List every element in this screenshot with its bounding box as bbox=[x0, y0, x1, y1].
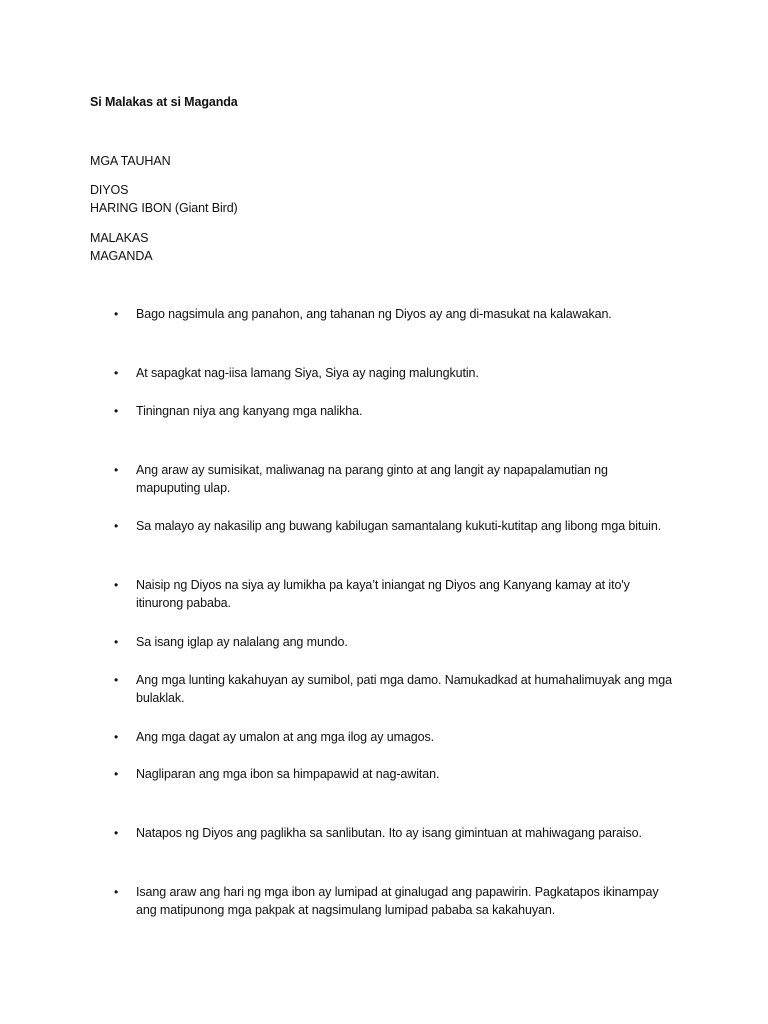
bullet-marker: • bbox=[114, 578, 119, 592]
bullet-marker: • bbox=[114, 673, 119, 687]
bullet-marker: • bbox=[114, 730, 119, 744]
list-item-text: Ang mga dagat ay umalon at ang mga ilog ay umagos. bbox=[136, 730, 434, 744]
list-item-text: Ang araw ay sumisikat, maliwanag na parang ginto at ang langit ay napapalamutian ng mapuputing ulap. bbox=[136, 463, 608, 495]
list-item-text: Sa malayo ay nakasilip ang buwang kabilugan samantalang kukuti-kutitap ang libong mga bituin. bbox=[136, 519, 662, 533]
character-malakas: MALAKAS bbox=[90, 231, 149, 245]
list-item-text: Naisip ng Diyos na siya ay lumikha pa kaya’t iniangat ng Diyos ang Kanyang kamay at ito'y itinurong pababa. bbox=[136, 578, 630, 610]
list-item bbox=[114, 671, 674, 707]
section-heading: MGA TAUHAN bbox=[90, 154, 171, 168]
list-item bbox=[114, 633, 674, 651]
character-diyos: DIYOS bbox=[90, 183, 129, 197]
list-item-text: Isang araw ang hari ng mga ibon ay lumipad at ginalugad ang papawirin. Pagkatapos ikinampay ang matipunong mga pakpak at nagsimulang lumipad pababa sa kakahuyan. bbox=[136, 885, 659, 917]
character-maganda: MAGANDA bbox=[90, 249, 153, 263]
bullet-marker: • bbox=[114, 767, 119, 781]
list-item-text: Natapos ng Diyos ang paglikha sa sanlibutan. Ito ay isang gimintuan at mahiwagang paraiso. bbox=[136, 826, 642, 840]
list-item bbox=[114, 765, 674, 783]
document-title: Si Malakas at si Maganda bbox=[90, 95, 238, 109]
bullet-marker: • bbox=[114, 826, 119, 840]
bullet-marker: • bbox=[114, 519, 119, 533]
list-item bbox=[114, 517, 674, 535]
list-item bbox=[114, 576, 674, 612]
list-item-text: At sapagkat nag-iisa lamang Siya, Siya ay naging malungkutin. bbox=[136, 366, 479, 380]
bullet-marker: • bbox=[114, 307, 119, 321]
list-item bbox=[114, 883, 674, 919]
list-item-text: Bago nagsimula ang panahon, ang tahanan ng Diyos ay ang di-masukat na kalawakan. bbox=[136, 307, 612, 321]
bullet-marker: • bbox=[114, 404, 119, 418]
list-item bbox=[114, 824, 674, 842]
list-item bbox=[114, 461, 674, 497]
bullet-marker: • bbox=[114, 635, 119, 649]
list-item-text: Nagliparan ang mga ibon sa himpapawid at nag-awitan. bbox=[136, 767, 440, 781]
bullet-marker: • bbox=[114, 885, 119, 899]
list-item bbox=[114, 364, 674, 382]
bullet-marker: • bbox=[114, 366, 119, 380]
list-item bbox=[114, 728, 674, 746]
list-item bbox=[114, 305, 674, 323]
list-item-text: Ang mga lunting kakahuyan ay sumibol, pati mga damo. Namukadkad at humahalimuyak ang mga bulaklak. bbox=[136, 673, 672, 705]
character-haring-ibon: HARING IBON (Giant Bird) bbox=[90, 201, 238, 215]
list-item-text: Tiningnan niya ang kanyang mga nalikha. bbox=[136, 404, 363, 418]
list-item-text: Sa isang iglap ay nalalang ang mundo. bbox=[136, 635, 348, 649]
bullet-marker: • bbox=[114, 463, 119, 477]
list-item bbox=[114, 402, 674, 420]
